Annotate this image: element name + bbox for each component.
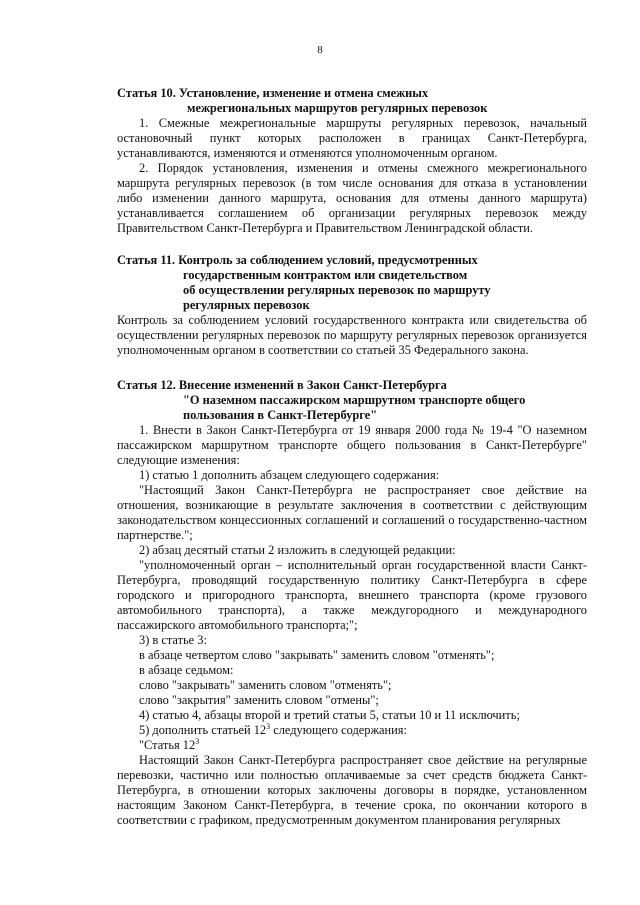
article-12-title-line-1: Статья 12. Внесение изменений в Закон Санкт-Петербурга — [117, 378, 447, 392]
article-10-title-line-1: Статья 10. Установление, изменение и отмена смежных — [117, 86, 429, 100]
article-11-paragraph-1: Контроль за соблюдением условий государственного контракта или свидетельства об осуществлении регулярных перевозок по маршруту регулярных перевозок организуется уполномоченным органом в соответствии со статьей 35 Федерального закона. — [117, 313, 587, 357]
article-11-title-line-1: Статья 11. Контроль за соблюдением условий, предусмотренных — [117, 253, 478, 267]
new-article-text: Настоящий Закон Санкт-Петербурга распространяет свое действие на регулярные перевозки, частично или полностью оплачиваемые за счет средств бюджета Санкт-Петербурга, в отношении которых заключены договоры в порядке, установленном настоящим Законом Санкт-Петербурга, в течение срока, по окончании которого в соответствии с графиком, предусмотренным документом планирования регулярных — [117, 753, 587, 827]
article-12-item-4: 4) статью 4, абзацы второй и третий статьи 5, статьи 10 и 11 исключить; — [139, 708, 520, 722]
article-10-paragraph-2: 2. Порядок установления, изменения и отмены смежного межрегионального маршрута регулярных перевозок (в том числе основания для отказа в установлении либо изменении данного маршрута, основания для отмены данного маршрута) устанавливается соглашением об организации регулярных перевозок между Правительством Санкт-Петербурга и Правительством Ленинградской области. — [117, 161, 587, 235]
article-11-title-line-3: об осуществлении регулярных перевозок по маршруту — [183, 283, 491, 297]
document-body — [117, 86, 587, 828]
article-12-item-5-pre: 5) дополнить статьей 12 — [139, 723, 267, 737]
page-number: 8 — [317, 44, 323, 56]
article-12-item-5-post: следующего содержания: — [270, 723, 407, 737]
article-12-item-2: 2) абзац десятый статьи 2 изложить в следующей редакции: — [139, 543, 456, 557]
article-12-item-5 — [117, 723, 587, 738]
article-12-item-1: 1) статью 1 дополнить абзацем следующего содержания: — [139, 468, 440, 482]
article-12-item-3-d: слово "закрытия" заменить словом "отмены"; — [139, 693, 379, 707]
article-12-paragraph-1: 1. Внести в Закон Санкт-Петербурга от 19 января 2000 года № 19-4 "О наземном пассажирском маршрутном транспорте общего пользования в Санкт-Петербурге" следующие изменения: — [117, 423, 587, 467]
article-10-title-line-2: межрегиональных маршрутов регулярных перевозок — [187, 101, 488, 115]
new-article-title-sup: 3 — [195, 736, 200, 746]
article-12-title-line-3: пользования в Санкт-Петербурге" — [183, 408, 378, 422]
article-10-paragraph-1: 1. Смежные межрегиональные маршруты регулярных перевозок, начальный остановочный пункт которых расположен в границах Санкт-Петербурга, устанавливаются, изменяются и отменяются уполномоченным органом. — [117, 116, 587, 160]
article-12-item-1-text: "Настоящий Закон Санкт-Петербурга не распространяет свое действие на отношения, возникающие в результате заключения в соответствии с действующим законодательством концессионных соглашений и соглашений о государственно-частном партнерстве."; — [117, 483, 587, 542]
article-12-item-3-a: в абзаце четвертом слово "закрывать" заменить словом "отменять"; — [139, 648, 495, 662]
article-12-item-3: 3) в статье 3: — [139, 633, 207, 647]
article-12-item-3-c: слово "закрывать" заменить словом "отменять"; — [139, 678, 392, 692]
article-10-heading — [117, 86, 587, 116]
article-12-item-2-text: "уполномоченный орган – исполнительный орган государственной власти Санкт-Петербурга, проводящий государственную политику Санкт-Петербурга в сфере городского и пригородного транспорта, внешнего транспорта (кроме грузового автомобильного транспорта), а также междугородного и международного пассажирского автомобильного транспорта;"; — [117, 558, 587, 632]
article-11-title-line-4: регулярных перевозок — [183, 298, 310, 312]
article-12-item-5-sup: 3 — [266, 721, 271, 731]
article-12-item-3-b: в абзаце седьмом: — [139, 663, 234, 677]
article-11-title-line-2: государственным контрактом или свидетельством — [183, 268, 468, 282]
article-12-heading — [117, 378, 587, 423]
new-article-title-text: "Статья 12 — [139, 738, 196, 752]
new-article-title — [117, 738, 587, 753]
article-12-title-line-2: "О наземном пассажирском маршрутном транспорте общего — [183, 393, 526, 407]
article-11-heading — [117, 253, 587, 313]
